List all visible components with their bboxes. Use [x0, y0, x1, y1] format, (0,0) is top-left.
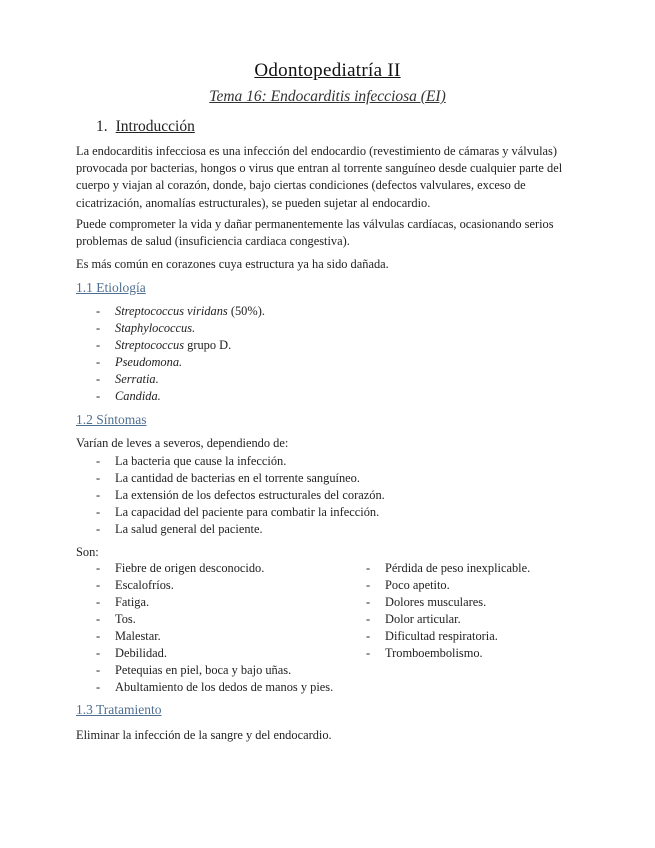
- subsection-heading-tratamiento: 1.3 Tratamiento: [76, 702, 162, 717]
- list-item: - Abultamiento de los dedos de manos y pies.: [76, 679, 333, 696]
- section-number: 1.: [96, 118, 108, 135]
- list-item: - Pseudomona.: [76, 354, 265, 371]
- document-title: Odontopediatría II: [254, 60, 401, 81]
- section-heading-introduccion: [96, 118, 195, 136]
- list-item: - Petequias en piel, boca y bajo uñas.: [76, 662, 333, 679]
- list-item: - Malestar.: [76, 628, 333, 645]
- list-item: - Dolor articular.: [346, 611, 530, 628]
- list-item: - Serratia.: [76, 371, 265, 388]
- list-item: - La bacteria que cause la infección.: [76, 453, 385, 470]
- intro-paragraph-3: Es más común en corazones cuya estructura ya ha sido dañada.: [76, 257, 389, 271]
- section-title: Introducción: [115, 118, 195, 135]
- list-item: - Staphylococcus.: [76, 320, 265, 337]
- subsection-heading-etiologia: 1.1 Etiología: [76, 280, 146, 295]
- list-item: - Tos.: [76, 611, 333, 628]
- list-item: - Streptococcus grupo D.: [76, 337, 265, 354]
- sintomas-intro: Varían de leves a severos, dependiendo de:: [76, 436, 289, 450]
- document-subtitle: Tema 16: Endocarditis infecciosa (EI): [209, 88, 446, 105]
- factors-list: [76, 453, 385, 538]
- list-item: - Tromboembolismo.: [346, 645, 530, 662]
- list-item: - Poco apetito.: [346, 577, 530, 594]
- symptoms-list-left: [76, 560, 333, 696]
- list-item: - Candida.: [76, 388, 265, 405]
- list-item: - Dolores musculares.: [346, 594, 530, 611]
- subsection-heading-sintomas: 1.2 Síntomas: [76, 412, 147, 427]
- list-item: - Dificultad respiratoria.: [346, 628, 530, 645]
- intro-paragraph-2: Puede comprometer la vida y dañar permanentemente las válvulas cardíacas, ocasionando serios problemas de salud (insuficiencia cardiaca congestiva).: [76, 217, 554, 249]
- intro-paragraph-1: La endocarditis infecciosa es una infección del endocardio (revestimiento de cámaras y válvulas) provocada por bacterias, hongos o virus que entran al torrente sanguíneo desde cualquier parte del cuerpo y viajan al corazón, donde, bajo ciertas condiciones (defectos valvulares, exceso de cicatrización, anomalías estructurales), se pueden sujetar al endocardio.: [76, 144, 563, 210]
- symptoms-list-right: [346, 560, 530, 662]
- list-item: - La capacidad del paciente para combatir la infección.: [76, 504, 385, 521]
- list-item: - Escalofríos.: [76, 577, 333, 594]
- list-item: - Fatiga.: [76, 594, 333, 611]
- list-item: - La cantidad de bacterias en el torrente sanguíneo.: [76, 470, 385, 487]
- etiology-list: [76, 303, 265, 405]
- list-item: - La extensión de los defectos estructurales del corazón.: [76, 487, 385, 504]
- list-item: - La salud general del paciente.: [76, 521, 385, 538]
- list-item: - Fiebre de origen desconocido.: [76, 560, 333, 577]
- son-label: Son:: [76, 545, 99, 559]
- tratamiento-text: Eliminar la infección de la sangre y del endocardio.: [76, 728, 332, 742]
- list-item: - Streptococcus viridans (50%).: [76, 303, 265, 320]
- list-item: - Pérdida de peso inexplicable.: [346, 560, 530, 577]
- list-item: - Debilidad.: [76, 645, 333, 662]
